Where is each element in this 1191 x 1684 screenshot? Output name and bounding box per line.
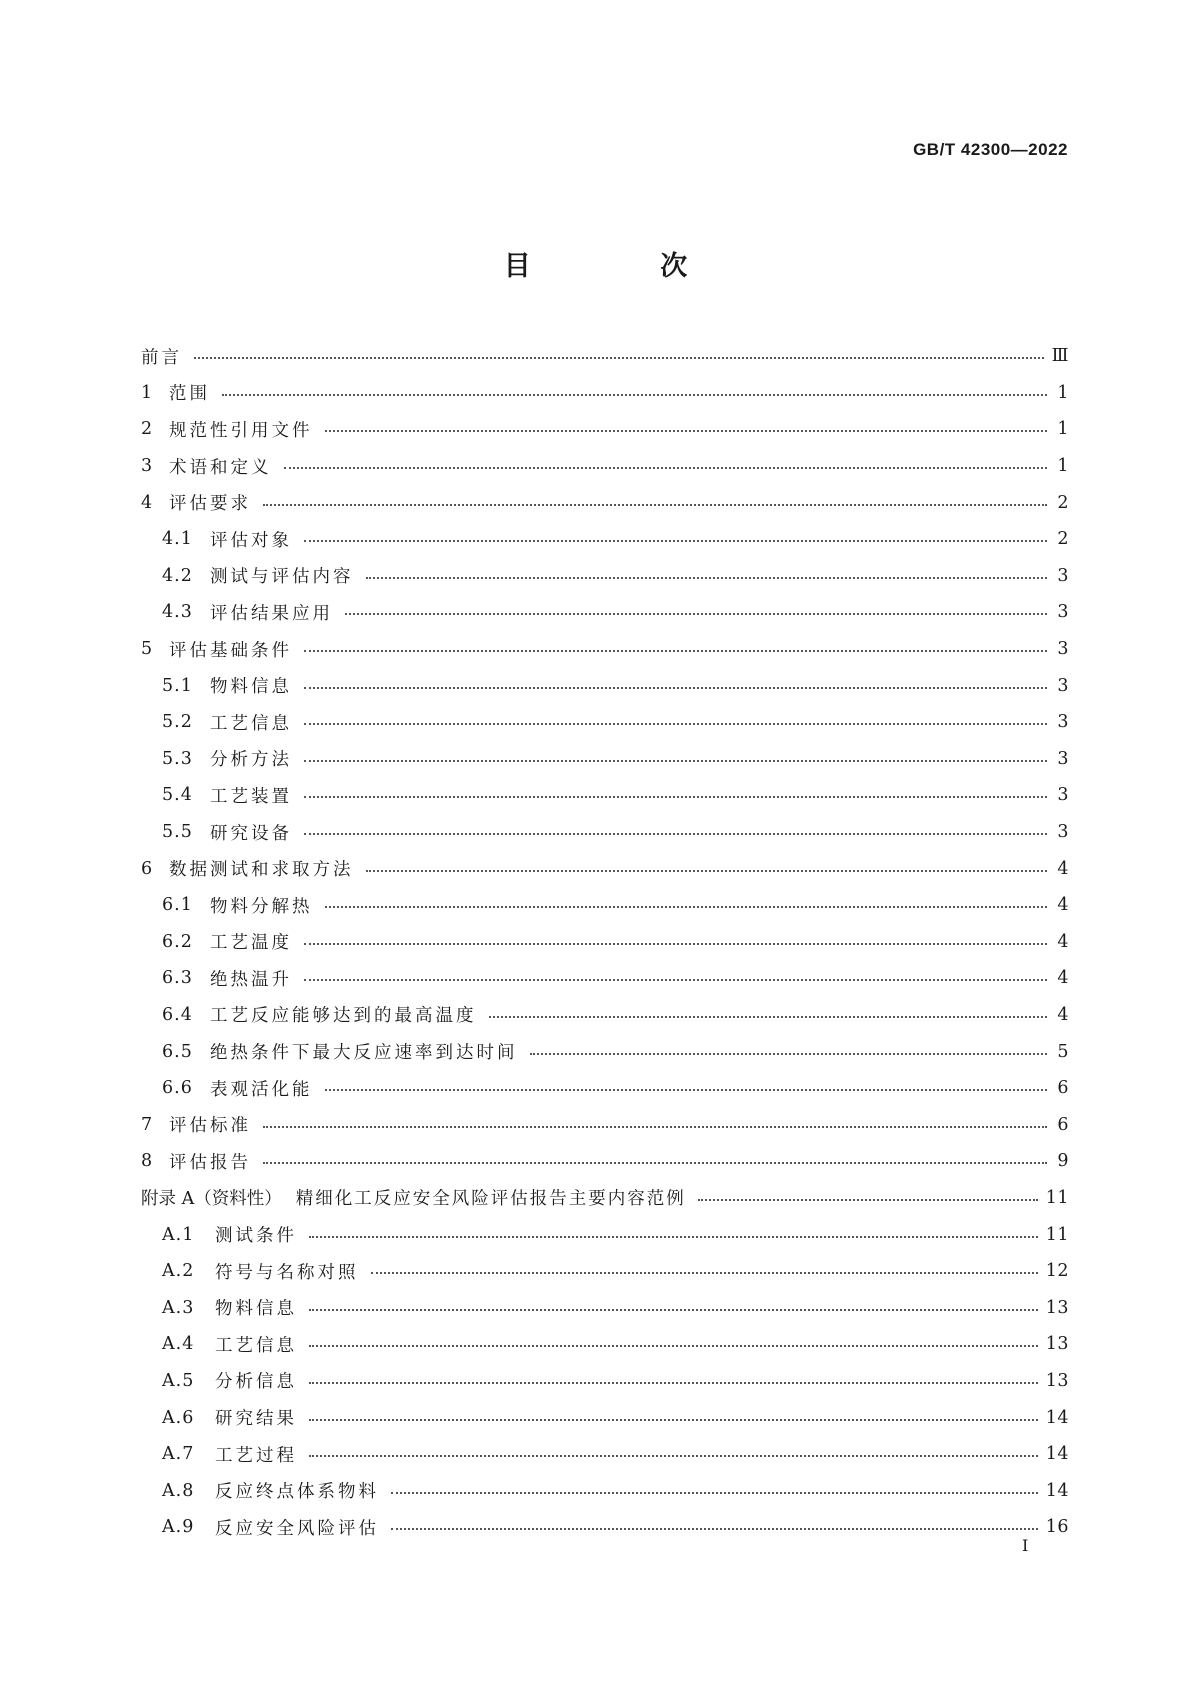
toc-entry-page: 5: [1057, 1041, 1069, 1062]
toc-entry-page: 3: [1057, 712, 1069, 733]
toc-entry-number: 5: [141, 639, 154, 660]
toc-entry-page: 9: [1057, 1151, 1069, 1172]
toc-entry-number: A.8: [162, 1480, 195, 1501]
toc-entry-number: 6: [141, 858, 154, 879]
toc-entry-label: 前言: [141, 347, 182, 368]
toc-entry[interactable]: [141, 1472, 1069, 1509]
toc-entry-label: 符号与名称对照: [215, 1262, 359, 1283]
toc-entry-label: 工艺信息: [215, 1335, 297, 1356]
toc-entry-number: A.2: [162, 1261, 195, 1282]
toc-leader-dots: [325, 430, 1048, 432]
toc-entry-page: 14: [1045, 1480, 1069, 1501]
toc-entry-label: 研究设备: [210, 823, 292, 844]
toc-leader-dots: [309, 1309, 1038, 1311]
toc-leader-dots: [371, 1272, 1038, 1274]
toc-entry-page: Ⅲ: [1051, 346, 1069, 367]
toc-entry[interactable]: [141, 338, 1069, 375]
toc-entry-label: 研究结果: [215, 1409, 297, 1430]
toc-entry-number: 6.2: [162, 931, 193, 952]
toc-entry-number: A.9: [162, 1517, 195, 1538]
toc-entry-label: 绝热条件下最大反应速率到达时间: [210, 1043, 518, 1064]
toc-leader-dots: [304, 833, 1047, 835]
toc-entry-label: 分析信息: [215, 1372, 297, 1393]
toc-entry-label: 数据测试和求取方法: [169, 860, 354, 881]
toc-entry-page: 16: [1045, 1517, 1069, 1538]
toc-entry-label: 规范性引用文件: [169, 420, 313, 441]
toc-entry-page: 3: [1057, 639, 1069, 660]
toc-leader-dots: [304, 796, 1047, 798]
toc-entry-label: 评估报告: [169, 1152, 251, 1173]
toc-entry-page: 2: [1057, 492, 1069, 513]
toc-entry-number: 4.1: [162, 529, 193, 550]
toc-entry-number: 3: [141, 456, 154, 477]
toc-entry-number: 4.2: [162, 565, 193, 586]
toc-entry-label: 评估结果应用: [210, 603, 333, 624]
toc-leader-dots: [325, 1089, 1048, 1091]
toc-entry-label: 术语和定义: [169, 457, 272, 478]
toc-entry-number: 1: [141, 382, 154, 403]
toc-entry-label: 物料分解热: [210, 896, 313, 917]
toc-entry[interactable]: [141, 924, 1069, 961]
toc-entry-page: 13: [1045, 1297, 1069, 1318]
toc-entry-label: 工艺温度: [210, 933, 292, 954]
toc-entry-page: 3: [1057, 785, 1069, 806]
toc-entry-label: 反应安全风险评估: [215, 1518, 379, 1539]
toc-leader-dots: [304, 760, 1047, 762]
toc-entry[interactable]: [141, 631, 1069, 668]
toc-leader-dots: [263, 504, 1047, 506]
table-of-contents: [141, 338, 1069, 1546]
toc-entry[interactable]: [141, 1326, 1069, 1363]
toc-entry-page: 3: [1057, 675, 1069, 696]
toc-entry-page: 11: [1045, 1224, 1069, 1245]
toc-entry-page: 13: [1045, 1370, 1069, 1391]
toc-entry-number: 6.6: [162, 1078, 193, 1099]
toc-entry[interactable]: [141, 960, 1069, 997]
toc-entry[interactable]: [141, 1216, 1069, 1253]
toc-entry[interactable]: [141, 411, 1069, 448]
toc-leader-dots: [304, 540, 1047, 542]
toc-entry-number: 6.1: [162, 895, 193, 916]
toc-entry-label: 测试条件: [215, 1226, 297, 1247]
toc-entry-page: 1: [1057, 456, 1069, 477]
toc-entry-page: 13: [1045, 1334, 1069, 1355]
toc-entry-number: 5.2: [162, 712, 193, 733]
toc-entry-number: A.1: [162, 1224, 195, 1245]
page-number: I: [1022, 1536, 1029, 1555]
toc-entry[interactable]: [141, 850, 1069, 887]
toc-entry-number: 6.5: [162, 1041, 193, 1062]
toc-entry-label: 表观活化能: [210, 1079, 313, 1100]
toc-entry[interactable]: [141, 997, 1069, 1034]
toc-entry-label: 评估基础条件: [169, 640, 292, 661]
toc-entry[interactable]: [141, 375, 1069, 412]
toc-entry-page: 2: [1057, 529, 1069, 550]
toc-entry-page: 4: [1057, 968, 1069, 989]
toc-entry-page: 6: [1057, 1078, 1069, 1099]
toc-entry-number: 6.4: [162, 1004, 193, 1025]
toc-entry-number: 7: [141, 1114, 154, 1135]
toc-entry[interactable]: [141, 1033, 1069, 1070]
toc-entry-label: 物料信息: [210, 677, 292, 698]
toc-entry-page: 3: [1057, 748, 1069, 769]
toc-entry-page: 14: [1045, 1444, 1069, 1465]
toc-leader-dots: [366, 870, 1048, 872]
toc-entry-label: 精细化工反应安全风险评估报告主要内容范例: [295, 1189, 686, 1210]
toc-entry-label: 反应终点体系物料: [215, 1482, 379, 1503]
toc-entry-label: 范围: [169, 384, 210, 405]
toc-entry-label: 工艺装置: [210, 786, 292, 807]
toc-entry-page: 4: [1057, 1004, 1069, 1025]
toc-leader-dots: [366, 577, 1048, 579]
toc-entry-page: 4: [1057, 895, 1069, 916]
standard-number: GB/T 42300—2022: [913, 140, 1068, 159]
toc-leader-dots: [309, 1382, 1038, 1384]
toc-leader-dots: [304, 979, 1047, 981]
toc-entry-number: 5.3: [162, 748, 193, 769]
toc-entry-page: 4: [1057, 931, 1069, 952]
toc-entry-label: 工艺反应能够达到的最高温度: [210, 1006, 477, 1027]
toc-entry[interactable]: [141, 1399, 1069, 1436]
toc-entry-label: 工艺过程: [215, 1445, 297, 1466]
toc-entry-number: 附录 A（资料性）: [141, 1189, 282, 1210]
toc-entry[interactable]: [141, 667, 1069, 704]
toc-entry-number: 5.4: [162, 785, 193, 806]
toc-entry-page: 3: [1057, 602, 1069, 623]
toc-entry[interactable]: [141, 558, 1069, 595]
toc-leader-dots: [325, 906, 1048, 908]
toc-entry-label: 评估要求: [169, 494, 251, 515]
toc-leader-dots: [263, 1162, 1047, 1164]
toc-leader-dots: [698, 1199, 1038, 1201]
toc-entry[interactable]: [141, 1436, 1069, 1473]
toc-entry[interactable]: [141, 704, 1069, 741]
toc-entry-label: 工艺信息: [210, 713, 292, 734]
toc-entry[interactable]: [141, 521, 1069, 558]
toc-leader-dots: [309, 1455, 1038, 1457]
toc-entry[interactable]: [141, 1289, 1069, 1326]
toc-entry-number: 4: [141, 492, 154, 513]
toc-entry-page: 3: [1057, 565, 1069, 586]
toc-leader-dots: [345, 613, 1047, 615]
toc-entry-page: 1: [1057, 419, 1069, 440]
toc-entry-number: 5.5: [162, 822, 193, 843]
toc-entry-number: A.3: [162, 1297, 195, 1318]
toc-entry[interactable]: [141, 448, 1069, 485]
toc-entry-page: 1: [1057, 382, 1069, 403]
toc-entry[interactable]: [141, 814, 1069, 851]
toc-leader-dots: [309, 1419, 1038, 1421]
toc-entry[interactable]: [141, 1180, 1069, 1217]
toc-entry-page: 4: [1057, 858, 1069, 879]
toc-entry[interactable]: [141, 777, 1069, 814]
toc-entry-page: 12: [1045, 1261, 1069, 1282]
toc-entry-page: 6: [1057, 1114, 1069, 1135]
toc-entry-label: 物料信息: [215, 1299, 297, 1320]
toc-entry-number: 4.3: [162, 602, 193, 623]
toc-entry-label: 评估对象: [210, 530, 292, 551]
toc-entry-number: 2: [141, 419, 154, 440]
page-title: 目 次: [503, 251, 748, 282]
toc-leader-dots: [304, 943, 1047, 945]
toc-leader-dots: [304, 723, 1047, 725]
toc-leader-dots: [194, 357, 1044, 359]
toc-entry[interactable]: [141, 1363, 1069, 1400]
toc-entry-page: 3: [1057, 822, 1069, 843]
toc-entry[interactable]: [141, 741, 1069, 778]
toc-entry[interactable]: [141, 1143, 1069, 1180]
toc-entry[interactable]: [141, 594, 1069, 631]
toc-leader-dots: [284, 467, 1048, 469]
toc-leader-dots: [222, 394, 1047, 396]
toc-entry-number: 6.3: [162, 968, 193, 989]
toc-entry-label: 测试与评估内容: [210, 567, 354, 588]
toc-entry[interactable]: [141, 1509, 1069, 1546]
toc-leader-dots: [304, 687, 1047, 689]
toc-entry-number: A.4: [162, 1334, 195, 1355]
toc-leader-dots: [309, 1345, 1038, 1347]
toc-entry-label: 评估标准: [169, 1116, 251, 1137]
toc-entry[interactable]: [141, 1070, 1069, 1107]
toc-leader-dots: [309, 1236, 1038, 1238]
toc-entry-number: 5.1: [162, 675, 193, 696]
toc-entry-number: A.7: [162, 1444, 195, 1465]
toc-entry[interactable]: [141, 1253, 1069, 1290]
toc-entry-page: 14: [1045, 1407, 1069, 1428]
toc-entry[interactable]: [141, 1106, 1069, 1143]
toc-entry-page: 11: [1045, 1187, 1069, 1208]
toc-entry-number: A.5: [162, 1370, 195, 1391]
toc-entry[interactable]: [141, 484, 1069, 521]
toc-leader-dots: [391, 1492, 1038, 1494]
toc-leader-dots: [304, 650, 1047, 652]
toc-entry-label: 绝热温升: [210, 969, 292, 990]
toc-leader-dots: [530, 1053, 1048, 1055]
toc-leader-dots: [263, 1126, 1047, 1128]
toc-leader-dots: [391, 1528, 1038, 1530]
toc-entry-number: A.6: [162, 1407, 195, 1428]
toc-entry-label: 分析方法: [210, 750, 292, 771]
toc-entry[interactable]: [141, 887, 1069, 924]
toc-leader-dots: [489, 1016, 1048, 1018]
toc-entry-number: 8: [141, 1151, 154, 1172]
